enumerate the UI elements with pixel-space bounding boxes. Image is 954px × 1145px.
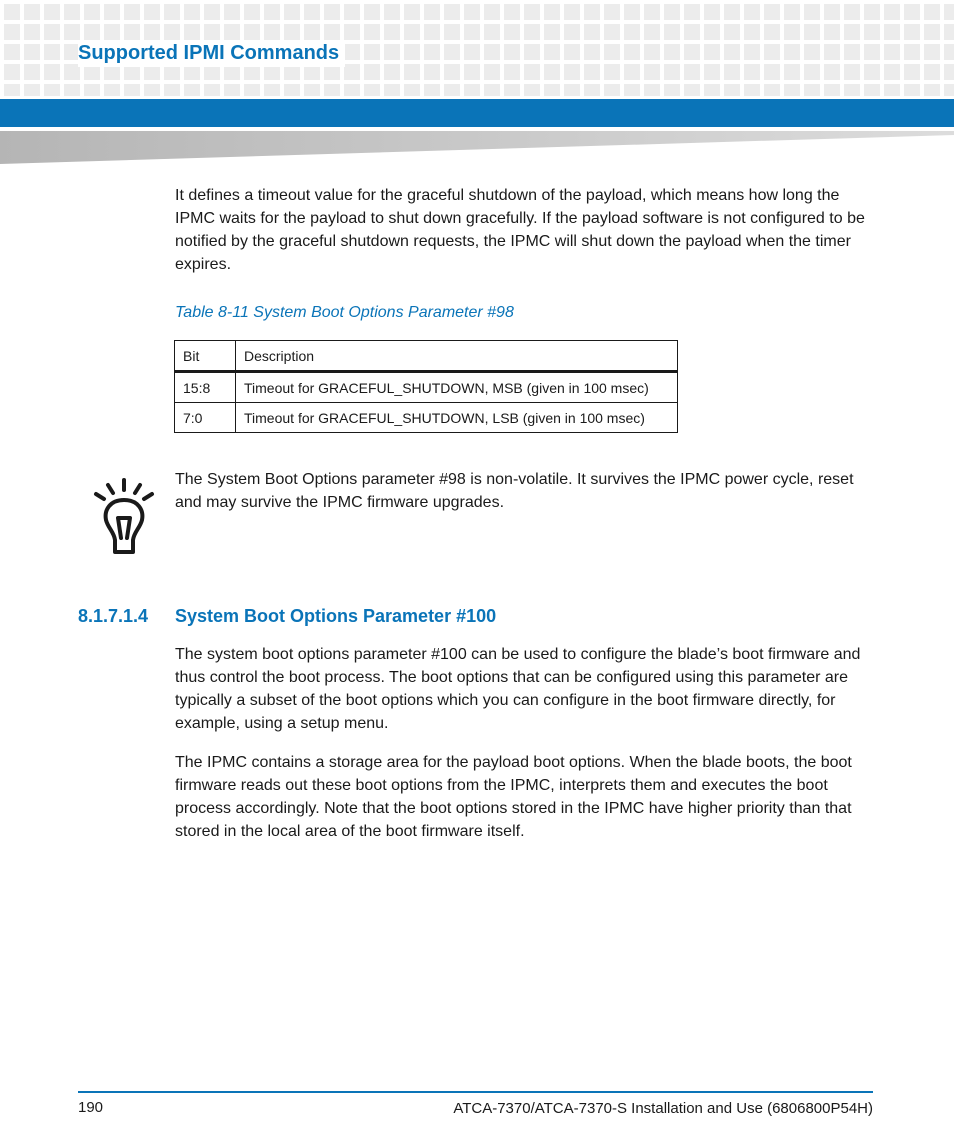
- section-paragraph: The system boot options parameter #100 can be used to configure the blade’s boot firmware and thus control the boot process. The boot options that can be configured using this parameter are typically a subset of the boot options which you can configure in the boot firmware directly, for example, using a setup menu.: [175, 646, 861, 732]
- cell-bit: 15:8: [175, 372, 236, 403]
- column-header-bit: Bit: [175, 341, 236, 372]
- cell-bit: 7:0: [175, 403, 236, 433]
- lightbulb-icon: [92, 476, 156, 558]
- section-paragraph: The IPMC contains a storage area for the payload boot options. When the blade boots, the boot firmware reads out these boot options from the IPMC, interprets them and executes the boot process accordingly. Note that the boot options stored in the IPMC have higher priority than that stored in the local area of the boot firmware itself.: [175, 754, 852, 840]
- section-title: System Boot Options Parameter #100: [175, 606, 497, 626]
- chapter-title: Supported IPMI Commands: [78, 40, 345, 67]
- table-row: [175, 372, 678, 403]
- cell-description: Timeout for GRACEFUL_SHUTDOWN, LSB (given in 100 msec): [236, 403, 678, 433]
- table-row: [175, 403, 678, 433]
- section-number: 8.1.7.1.4: [78, 606, 149, 626]
- column-header-description: Description: [236, 341, 678, 372]
- page-number: 190: [78, 1099, 104, 1116]
- cell-description: Timeout for GRACEFUL_SHUTDOWN, MSB (given in 100 msec): [236, 372, 678, 403]
- note-text: The System Boot Options parameter #98 is non-volatile. It survives the IPMC power cycle, reset and may survive the IPMC firmware upgrades.: [175, 471, 854, 511]
- table-header-row: [175, 341, 678, 372]
- intro-paragraph: It defines a timeout value for the graceful shutdown of the payload, which means how long the IPMC waits for the payload to shut down gracefully. If the payload software is not configured to be notified by the graceful shutdown requests, the IPMC will shut down the payload when the timer expires.: [175, 187, 865, 273]
- header-gray-wedge: [0, 131, 954, 164]
- boot-options-table: [174, 340, 678, 433]
- footer-divider: [78, 1091, 873, 1093]
- header-blue-bar: [0, 99, 954, 127]
- table-caption: Table 8-11 System Boot Options Parameter #98: [175, 304, 514, 321]
- document-title: ATCA-7370/ATCA-7370-S Installation and Use (6806800P54H): [453, 1100, 873, 1117]
